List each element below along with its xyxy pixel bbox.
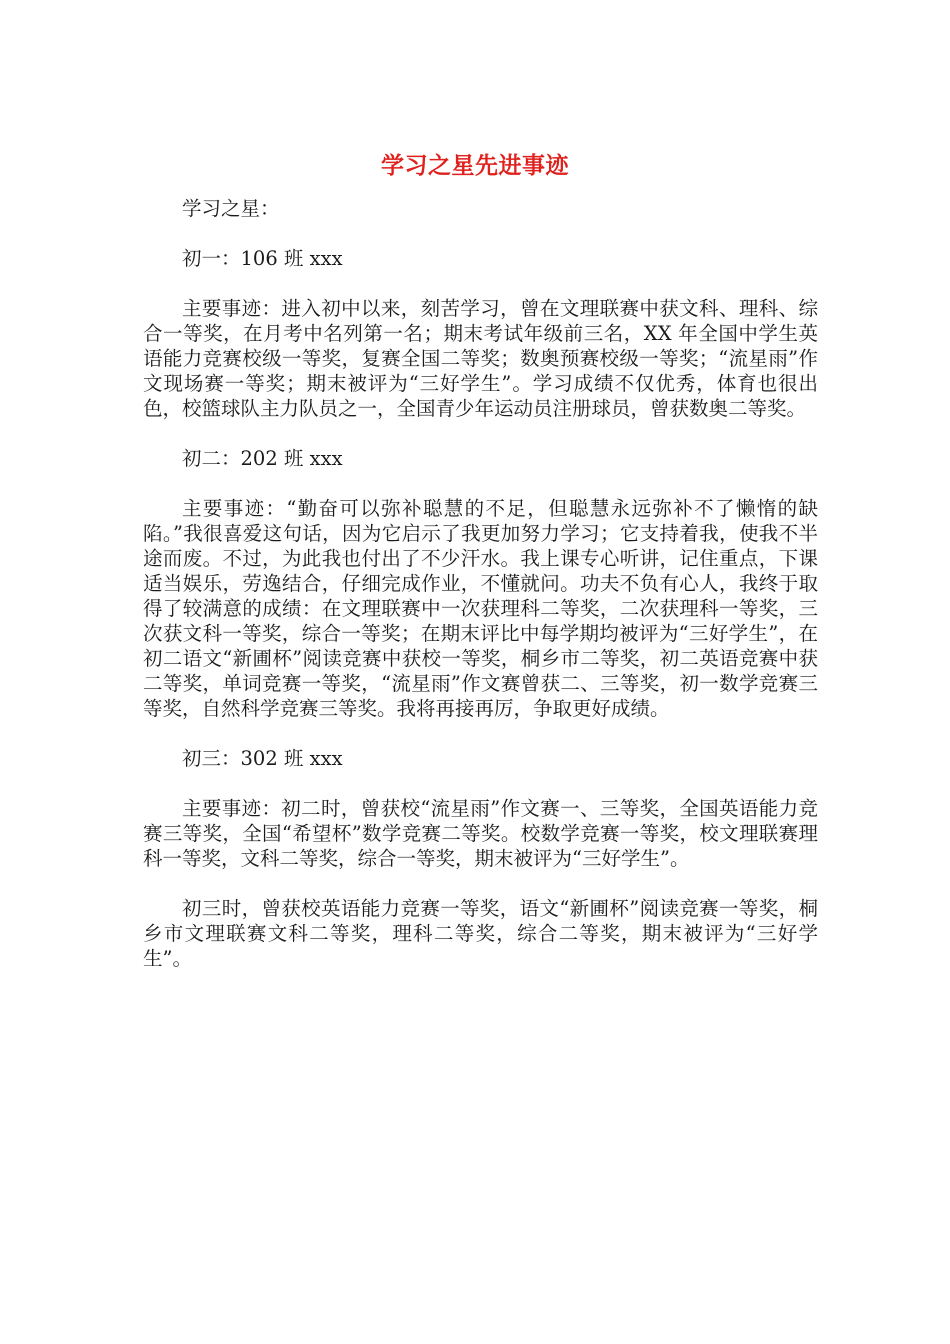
- document-body: [143, 196, 818, 996]
- document-title: 学习之星先进事迹: [381, 153, 569, 180]
- student-heading-grade3: 初三：302 班 xxx: [182, 747, 343, 770]
- student-heading-grade2: 初二：202 班 xxx: [182, 447, 343, 470]
- achievement-paragraph-grade3: 主要事迹：初二时，曾获校“流星雨”作文赛一、三等奖，全国英语能力竞赛三等奖，全国“希望杯”数学竞赛二等奖。校数学竞赛一等奖，校文理联赛理科一等奖，文科二等奖，综合一等奖，期末被评为“三好学生”。: [143, 797, 818, 870]
- achievement-paragraph-grade3-continued: 初三时，曾获校英语能力竞赛一等奖，语文“新圃杯”阅读竞赛一等奖，桐乡市文理联赛文科二等奖，理科二等奖，综合二等奖，期末被评为“三好学生”。: [143, 897, 818, 970]
- student-heading-grade1: 初一：106 班 xxx: [182, 247, 343, 270]
- section-heading-stars: 学习之星：: [182, 197, 280, 220]
- achievement-paragraph-grade2: 主要事迹：“勤奋可以弥补聪慧的不足，但聪慧永远弥补不了懒惰的缺陷。”我很喜爱这句话，因为它启示了我更加努力学习；它支持着我，使我不半途而废。不过，为此我也付出了不少汗水。我上课专心听讲，记住重点，下课适当娱乐，劳逸结合，仔细完成作业，不懂就问。功夫不负有心人，我终于取得了较满意的成绩：在文理联赛中一次获理科二等奖，二次获理科一等奖，三次获文科一等奖，综合一等奖；在期末评比中每学期均被评为“三好学生”，在初二语文“新圃杯”阅读竞赛中获校一等奖，桐乡市二等奖，初二英语竞赛中获二等奖，单词竞赛一等奖，“流星雨”作文赛曾获二、三等奖，初一数学竞赛三等奖，自然科学竞赛三等奖。我将再接再厉，争取更好成绩。: [143, 497, 818, 720]
- achievement-paragraph-grade1: 主要事迹：进入初中以来，刻苦学习，曾在文理联赛中获文科、理科、综合一等奖，在月考中名列第一名；期末考试年级前三名，XX 年全国中学生英语能力竞赛校级一等奖，复赛全国二等奖；数奥预赛校级一等奖；“流星雨”作文现场赛一等奖；期末被评为“三好学生”。学习成绩不仅优秀，体育也很出色，校篮球队主力队员之一，全国青少年运动员注册球员，曾获数奥二等奖。: [143, 297, 818, 420]
